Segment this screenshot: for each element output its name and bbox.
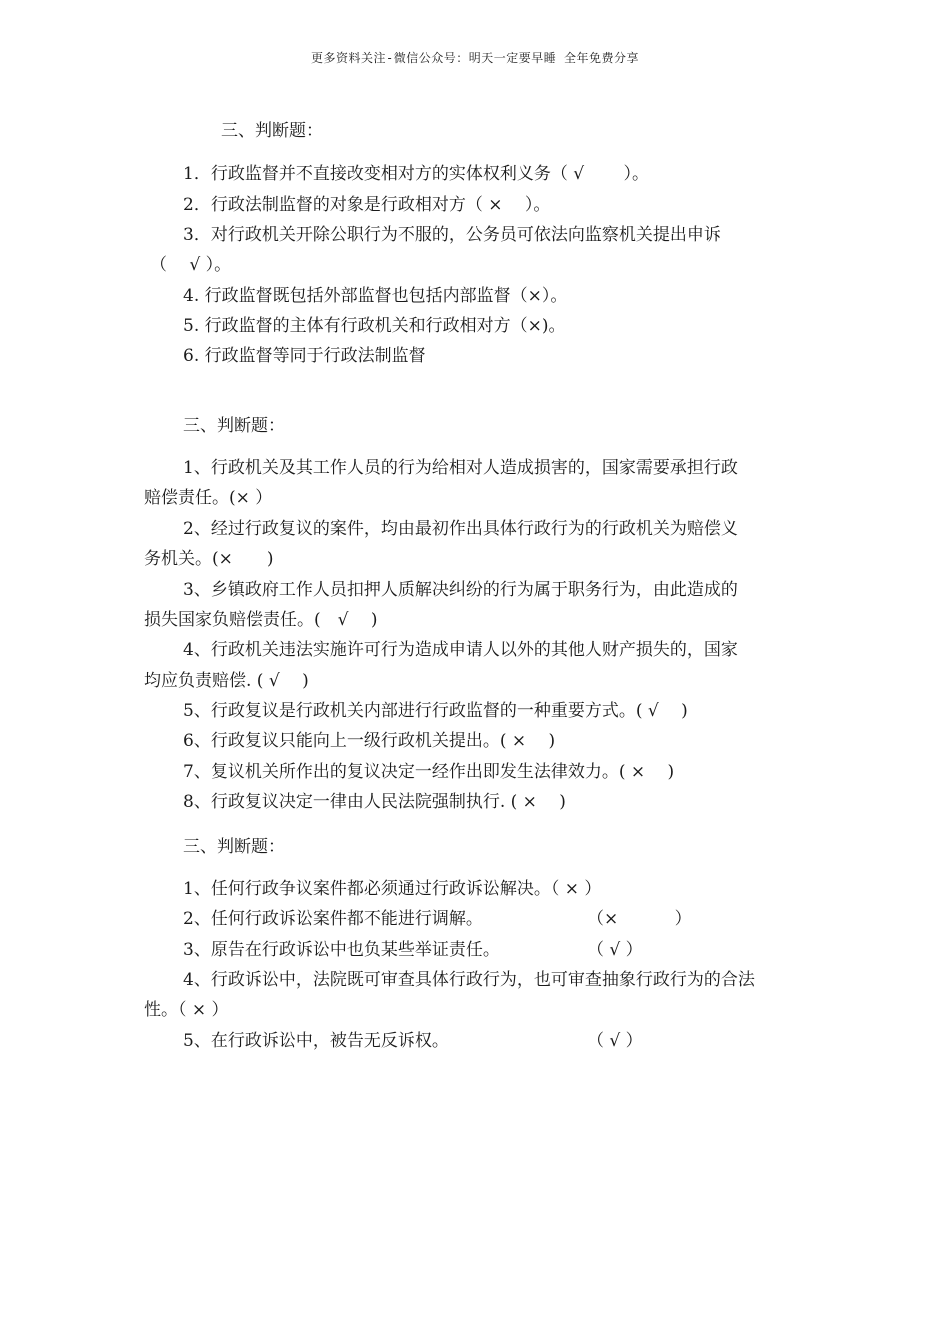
section3-item-5-answer: （ √ ） — [587, 1031, 643, 1051]
section1-item-6: 6. 行政监督等同于行政法制监督 — [183, 346, 426, 366]
section2-item-3-cont: 损失国家负赔偿责任。( √ ) — [144, 610, 378, 630]
section3-item-3: 3、原告在行政诉讼中也负某些举证责任。 — [183, 940, 500, 960]
section1-heading: 三、判断题： — [221, 121, 323, 141]
section2-item-2-cont: 务机关。(× ) — [144, 549, 274, 569]
section2-item-1-cont: 赔偿责任。(× ） — [144, 488, 273, 508]
section2-item-8: 8、行政复议决定一律由人民法院强制执行. ( × ) — [183, 792, 566, 812]
section2-item-4-cont: 均应负责赔偿. ( √ ) — [144, 671, 309, 691]
section3-item-3-answer: （ √ ） — [587, 940, 643, 960]
section2-item-7: 7、复议机关所作出的复议决定一经作出即发生法律效力。( × ) — [183, 762, 675, 782]
page-header: 更多资料关注-微信公众号：明天一定要早睡 全年免费分享 — [311, 51, 639, 65]
section3-item-2: 2、任何行政诉讼案件都不能进行调解。 — [183, 909, 483, 929]
section2-item-6: 6、行政复议只能向上一级行政机关提出。( × ) — [183, 731, 556, 751]
section2-item-1: 1、行政机关及其工作人员的行为给相对人造成损害的，国家需要承担行政 — [183, 458, 738, 478]
section1-item-2: 2．行政法制监督的对象是行政相对方（ × ）。 — [183, 195, 551, 215]
section1-item-3: 3．对行政机关开除公职行为不服的，公务员可依法向监察机关提出申诉 — [183, 225, 721, 245]
section3-item-5: 5、在行政诉讼中，被告无反诉权。 — [183, 1031, 449, 1051]
section1-item-5: 5. 行政监督的主体有行政机关和行政相对方（×)。 — [183, 316, 566, 336]
section2-item-3: 3、乡镇政府工作人员扣押人质解决纠纷的行为属于职务行为，由此造成的 — [183, 580, 738, 600]
section2-item-5: 5、行政复议是行政机关内部进行行政监督的一种重要方式。( √ ) — [183, 701, 688, 721]
section3-item-2-answer: （× ） — [587, 909, 692, 929]
section3-item-4-cont: 性。（ × ） — [144, 1000, 229, 1020]
section2-item-2: 2、经过行政复议的案件，均由最初作出具体行政行为的行政机关为赔偿义 — [183, 519, 738, 539]
section1-item-4: 4. 行政监督既包括外部监督也包括内部监督（×）。 — [183, 286, 568, 306]
section3-item-4: 4、行政诉讼中，法院既可审查具体行政行为，也可审查抽象行政行为的合法 — [183, 970, 755, 990]
section3-heading: 三、判断题： — [183, 837, 285, 857]
section1-item-3-cont: （ √ ）。 — [150, 255, 232, 275]
section2-heading: 三、判断题： — [183, 416, 285, 436]
section1-item-1: 1．行政监督并不直接改变相对方的实体权利义务（ √ ）。 — [183, 164, 649, 184]
section2-item-4: 4、行政机关违法实施许可行为造成申请人以外的其他人财产损失的，国家 — [183, 640, 738, 660]
section3-item-1: 1、任何行政争议案件都必须通过行政诉讼解决。（ × ） — [183, 879, 602, 899]
